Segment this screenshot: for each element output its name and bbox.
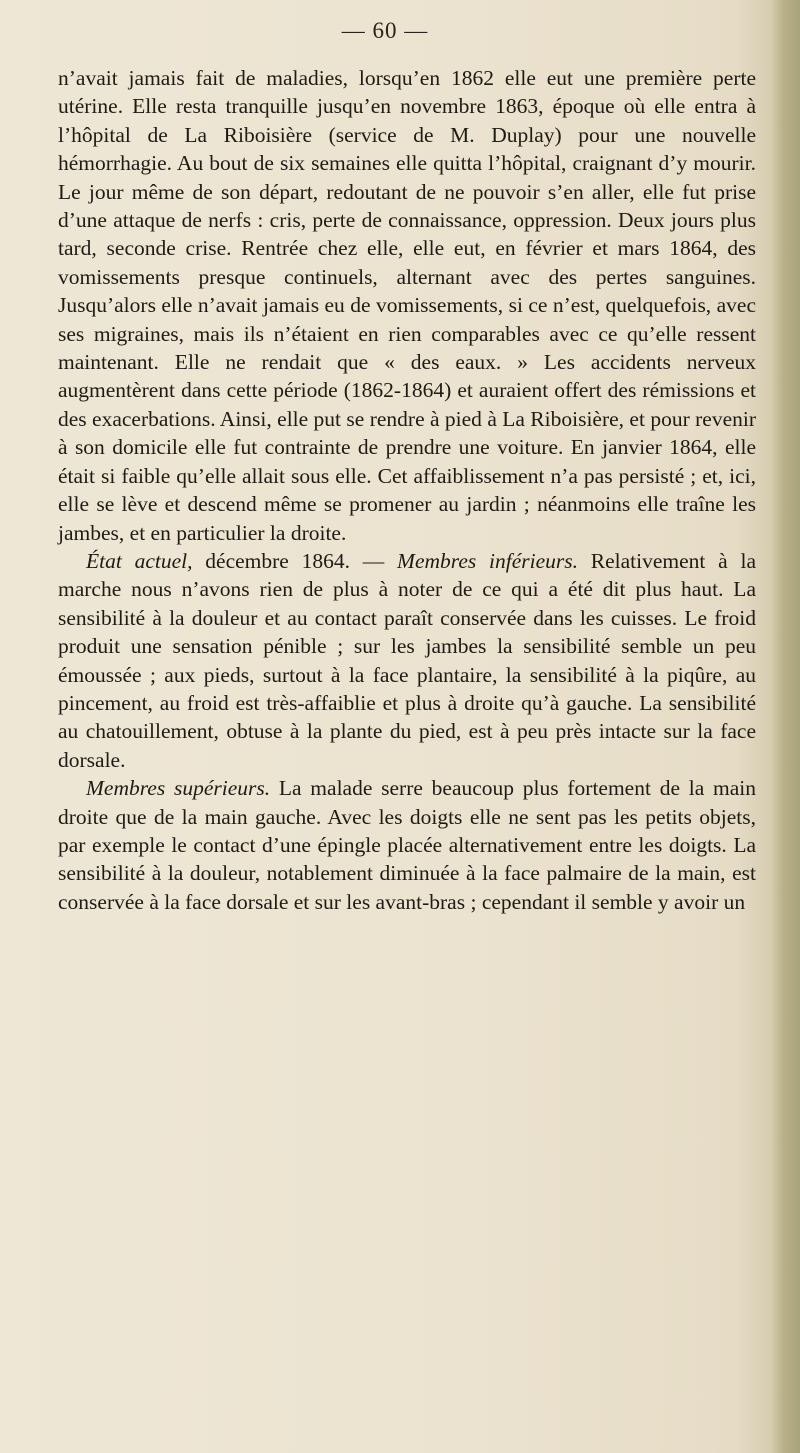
paragraph-upper-limbs	[58, 774, 756, 916]
page-edge-shadow	[770, 0, 800, 1453]
section-label-membres-inferieurs: Membres inférieurs.	[397, 548, 578, 573]
paragraph-current-state	[58, 547, 756, 774]
section-label-membres-superieurs: Membres supérieurs.	[86, 776, 271, 801]
section-label-etat-actuel: État actuel,	[86, 548, 193, 573]
paragraph-current-state-text: Relativement à la marche nous n’avons rien de plus à noter de ce qui a été dit plus haut. La sensibilité à la douleur et au contact paraît conservée dans les cuisses. Le froid produit une sensation pénible ; sur les jambes la sensibilité semble un peu émoussée ; aux pieds, surtout à la face plantaire, la sensibilité à la piqûre, au pincement, au froid est très-affaiblie et plus à droite qu’à gauche. La sensibilité au chatouillement, obtuse à la plante du pied, est à peu près intacte sur la face dorsale.	[58, 548, 756, 772]
paragraph-upper-limbs-text: La malade serre beaucoup plus fortement de la main droite que de la main gauche. Avec les doigts elle ne sent pas les petits objets, par exemple le contact d’une épingle placée alternativement entre les doigts. La sensibilité à la douleur, notablement diminuée à la face palmaire de la main, est conservée à la face dorsale et sur les avant-bras ; cependant il semble y avoir un	[58, 776, 757, 914]
page-number: — 60 —	[341, 18, 429, 43]
body-text	[58, 64, 756, 916]
paragraph-history-text: n’avait jamais fait de maladies, lorsqu’en 1862 elle eut une première perte utérine. Elle resta tranquille jusqu’en novembre 1863, époque où elle entra à l’hôpital de La Riboisière (service de M. Duplay) pour une nouvelle hémorrhagie. Au bout de six semaines elle quitta l’hôpital, craignant d’y mourir. Le jour même de son départ, redoutant de ne pouvoir s’en aller, elle fut prise d’une attaque de nerfs : cris, perte de connaissance, oppression. Deux jours plus tard, seconde crise. Rentrée chez elle, elle eut, en février et mars 1864, des vomissements presque continuels, alternant avec des pertes sanguines. Jusqu’alors elle n’avait jamais eu de vomissements, si ce n’est, quelquefois, avec ses migraines, mais ils n’étaient en rien comparables avec ce qu’elle ressent maintenant. Elle ne rendait que « des eaux. » Les accidents nerveux augmentèrent dans cette période (1862-1864) et auraient offert des rémissions et des exacerbations. Ainsi, elle put se rendre à pied à La Riboisière, et pour revenir à son domicile elle fut contrainte de prendre une voiture. En janvier 1864, elle était si faible qu’elle allait sous elle. Cet affaiblissement n’a pas persisté ; et, ici, elle se lève et descend même se promener au jardin ; néanmoins elle traîne les jambes, et en particulier la droite.	[58, 66, 756, 545]
paragraph-history	[58, 64, 756, 547]
paragraph-current-state-lead: décembre 1864. —	[192, 548, 398, 573]
